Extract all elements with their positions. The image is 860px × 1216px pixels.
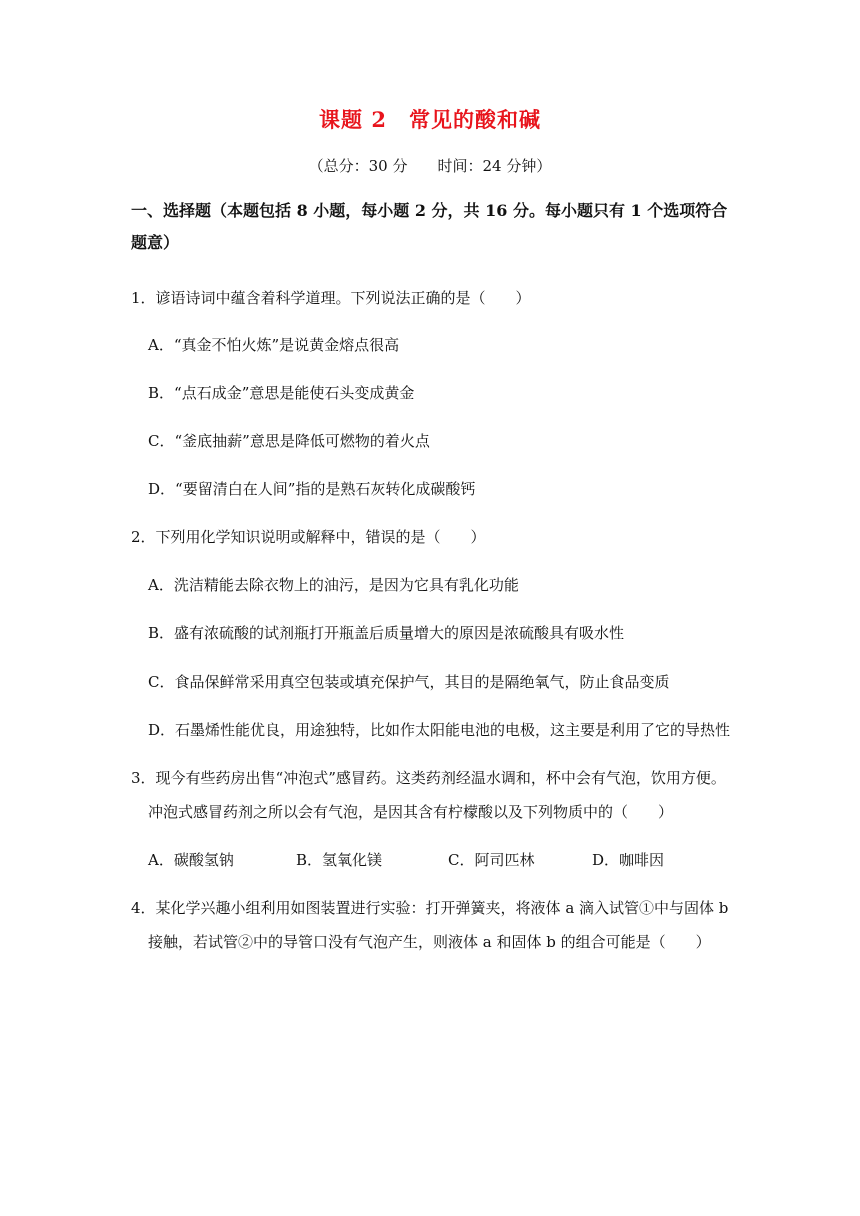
question-3-stem-line1: 3．现今有些药房出售“冲泡式”感冒药。这类药剂经温水调和，杯中会有气泡，饮用方便。 (131, 769, 726, 787)
question-2-option-c: C．食品保鲜常采用真空包装或填充保护气，其目的是隔绝氧气，防止食品变质 (148, 673, 670, 691)
section-heading: 一、选择题（本题包括 8 小题，每小题 2 分，共 16 分。每小题只有 1 个选项符合题意） (131, 201, 728, 252)
document-title: 课题 2 常见的酸和碱 (319, 107, 541, 132)
question-2-option-a: A．洗洁精能去除衣物上的油污，是因为它具有乳化功能 (148, 576, 519, 594)
question-4-stem-line1: 4．某化学兴趣小组利用如图装置进行实验：打开弹簧夹，将液体 a 滴入试管①中与固体 b (131, 899, 729, 917)
question-2-option-b: B．盛有浓硫酸的试剂瓶打开瓶盖后质量增大的原因是浓硫酸具有吸水性 (148, 624, 625, 642)
question-1-option-c: C．“釜底抽薪”意思是降低可燃物的着火点 (148, 432, 430, 450)
question-1-option-d: D．“要留清白在人间”指的是熟石灰转化成碳酸钙 (148, 480, 476, 498)
question-2-option-d: D．石墨烯性能优良，用途独特，比如作太阳能电池的电极，这主要是利用了它的导热性 (148, 721, 731, 739)
question-3-option-d: D．咖啡因 (592, 851, 665, 869)
question-2-stem: 2．下列用化学知识说明或解释中，错误的是（ ） (131, 528, 486, 546)
question-1-stem: 1．谚语诗词中蕴含着科学道理。下列说法正确的是（ ） (131, 289, 531, 307)
question-3-option-a: A．碳酸氢钠 (148, 851, 234, 869)
question-3-option-c: C．阿司匹林 (448, 851, 535, 869)
question-3-option-b: B．氢氧化镁 (296, 851, 383, 869)
question-4-stem-line2: 接触，若试管②中的导管口没有气泡产生，则液体 a 和固体 b 的组合可能是（ ） (148, 933, 711, 951)
question-1-option-a: A．“真金不怕火炼”是说黄金熔点很高 (148, 336, 400, 354)
question-1-option-b: B．“点石成金”意思是能使石头变成黄金 (148, 384, 415, 402)
question-3-stem-line2: 冲泡式感冒药剂之所以会有气泡，是因其含有柠檬酸以及下列物质中的（ ） (148, 803, 674, 821)
exam-meta: （总分：30 分 时间：24 分钟） (308, 157, 552, 175)
